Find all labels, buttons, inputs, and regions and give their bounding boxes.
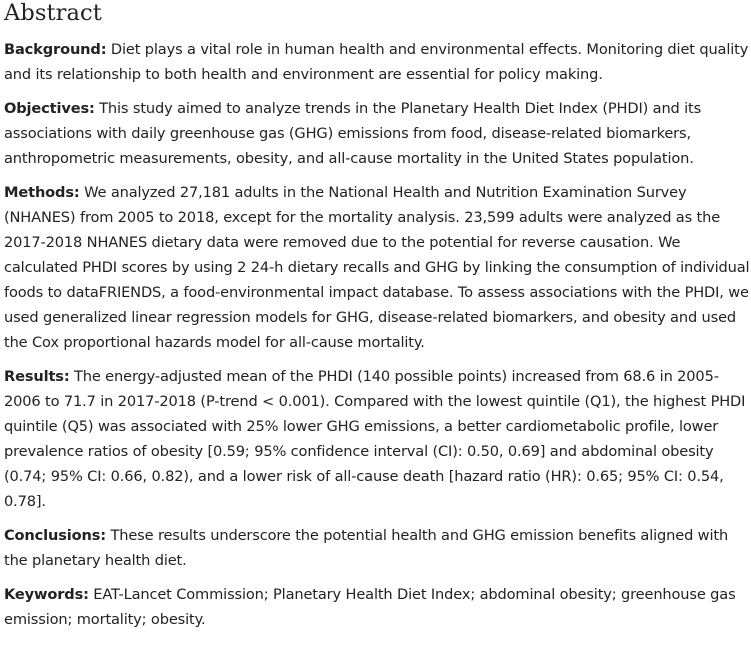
conclusions-paragraph: [4, 523, 751, 573]
keywords-paragraph: [4, 582, 751, 632]
methods-text: We analyzed 27,181 adults in the National Health and Nutrition Examination Survey (NHANES) from 2005 to 2018, except for the mortality analysis. 23,599 adults were analyzed as the 2017-2018 NHANES dietary data were removed due to the potential for reverse causation. We calculated PHDI scores by using 2 24-h dietary recalls and GHG by linking the consumption of individual foods to dataFRIENDS, a food-environmental impact database. To assess associations with the PHDI, we used generalized linear regression models for GHG, disease-related biomarkers, and obesity and used the Cox proportional hazards model for all-cause mortality.: [4, 184, 750, 351]
results-label: Results:: [4, 368, 70, 385]
keywords-label: Keywords:: [4, 586, 89, 603]
results-text: The energy-adjusted mean of the PHDI (140 possible points) increased from 68.6 in 2005-2006 to 71.7 in 2017-2018 (P-trend < 0.001). Compared with the lowest quintile (Q1), the highest PHDI quintile (Q5) was associated with 25% lower GHG emissions, a better cardiometabolic profile, lower prevalence ratios of obesity [0.59; 95% confidence interval (CI): 0.50, 0.69] and abdominal obesity (0.74; 95% CI: 0.66, 0.82), and a lower risk of all-cause death [hazard ratio (HR): 0.65; 95% CI: 0.54, 0.78].: [4, 368, 746, 510]
abstract-heading: Abstract: [4, 0, 102, 26]
objectives-text: This study aimed to analyze trends in the Planetary Health Diet Index (PHDI) and its associations with daily greenhouse gas (GHG) emissions from food, disease-related biomarkers, anthropometric measurements, obesity, and all-cause mortality in the United States population.: [4, 100, 702, 167]
methods-label: Methods:: [4, 184, 80, 201]
methods-paragraph: [4, 180, 751, 355]
objectives-label: Objectives:: [4, 100, 95, 117]
conclusions-text: These results underscore the potential health and GHG emission benefits aligned with the planetary health diet.: [4, 527, 729, 569]
keywords-text: EAT-Lancet Commission; Planetary Health Diet Index; abdominal obesity; greenhouse gas emission; mortality; obesity.: [4, 586, 736, 628]
objectives-paragraph: [4, 96, 751, 171]
abstract-section: [4, 0, 751, 632]
conclusions-label: Conclusions:: [4, 527, 106, 544]
background-paragraph: [4, 37, 751, 87]
results-paragraph: [4, 364, 751, 514]
background-label: Background:: [4, 41, 107, 58]
background-text: Diet plays a vital role in human health and environmental effects. Monitoring diet quality and its relationship to both health and environment are essential for policy making.: [4, 41, 749, 83]
